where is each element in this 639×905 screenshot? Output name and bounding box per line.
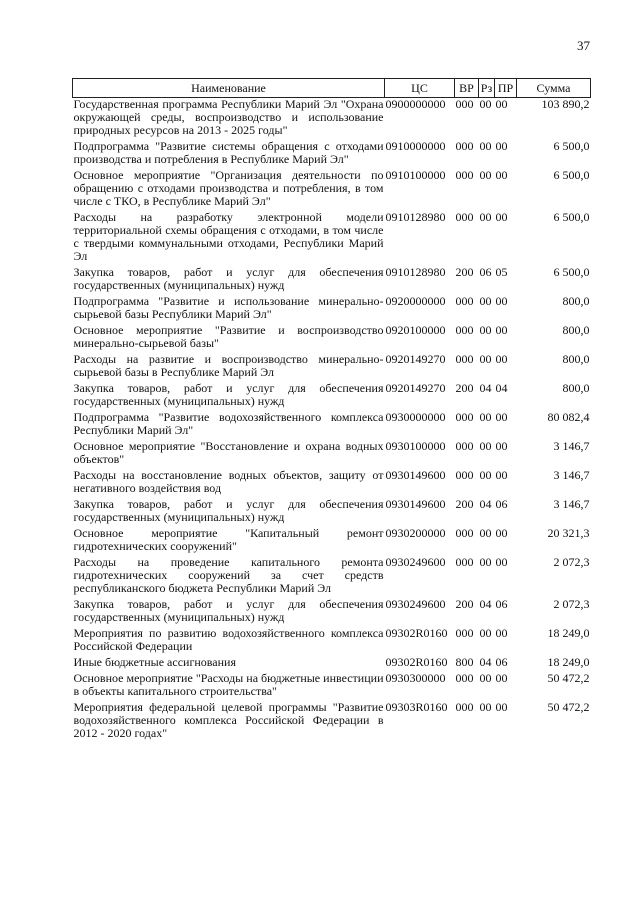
row-amount-cell: 6 500,0 xyxy=(553,265,590,279)
row-subsection-cell: 00 xyxy=(495,352,508,366)
row-target-article-cell: 09303R0160 xyxy=(385,700,448,714)
row-subsection-cell: 00 xyxy=(495,410,508,424)
row-target-article-cell: 09302R0160 xyxy=(385,626,448,640)
row-amount-cell: 103 890,2 xyxy=(541,97,590,111)
row-name-cell: Основное мероприятие "Организация деятельности по обращению с отходами производства и потребления, в том числе с ТКО, в Республике Марий Эл" xyxy=(73,168,384,208)
table-body xyxy=(73,98,591,744)
row-subsection-cell: 00 xyxy=(495,323,508,337)
row-subsection-cell: 06 xyxy=(495,597,508,611)
table-row xyxy=(73,169,591,211)
table-row xyxy=(73,672,591,701)
row-subsection-cell: 00 xyxy=(495,626,508,640)
row-target-article-cell: 0900000000 xyxy=(385,97,446,111)
table-row xyxy=(73,295,591,324)
row-subsection-cell: 00 xyxy=(495,210,508,224)
row-expense-type-cell: 000 xyxy=(455,168,474,182)
row-target-article-cell: 0920000000 xyxy=(385,294,446,308)
table-row xyxy=(73,598,591,627)
row-expense-type-cell: 000 xyxy=(455,468,474,482)
row-name-cell: Мероприятия федеральной целевой программы "Развитие водохозяйственного комплекса Российской Федерации в 2012 - 2020 годах" xyxy=(73,700,384,740)
row-amount-cell: 6 500,0 xyxy=(553,210,590,224)
table-row xyxy=(73,469,591,498)
row-expense-type-cell: 000 xyxy=(455,439,474,453)
row-target-article-cell: 0920100000 xyxy=(385,323,446,337)
row-subsection-cell: 00 xyxy=(495,97,508,111)
row-name-cell: Иные бюджетные ассигнования xyxy=(73,655,236,669)
row-name-cell: Закупка товаров, работ и услуг для обеспечения государственных (муниципальных) нужд xyxy=(73,381,384,408)
row-expense-type-cell: 000 xyxy=(455,555,474,569)
row-name-cell: Расходы на восстановление водных объектов, защиту от негативного воздействия вод xyxy=(73,468,384,495)
row-section-cell: 04 xyxy=(479,497,492,511)
table-row xyxy=(73,211,591,266)
column-header-pr: ПР xyxy=(495,79,517,98)
row-target-article-cell: 0910000000 xyxy=(385,139,446,153)
row-target-article-cell: 0920149270 xyxy=(385,352,446,366)
row-section-cell: 00 xyxy=(479,323,492,337)
row-name-cell: Основное мероприятие "Капитальный ремонт гидротехнических сооружений" xyxy=(73,526,384,553)
row-target-article-cell: 0930300000 xyxy=(385,671,446,685)
row-section-cell: 00 xyxy=(479,352,492,366)
table-header-row xyxy=(73,79,591,98)
column-header-rz: Рз xyxy=(479,79,495,98)
row-section-cell: 04 xyxy=(479,655,492,669)
row-target-article-cell: 0920149270 xyxy=(385,381,446,395)
row-target-article-cell: 0910128980 xyxy=(385,210,446,224)
row-section-cell: 00 xyxy=(479,555,492,569)
row-subsection-cell: 00 xyxy=(495,526,508,540)
row-section-cell: 00 xyxy=(479,468,492,482)
row-name-cell: Закупка товаров, работ и услуг для обеспечения государственных (муниципальных) нужд xyxy=(73,497,384,524)
row-amount-cell: 18 249,0 xyxy=(547,626,590,640)
row-subsection-cell: 00 xyxy=(495,555,508,569)
row-expense-type-cell: 000 xyxy=(455,352,474,366)
row-section-cell: 06 xyxy=(479,265,492,279)
row-name-cell: Закупка товаров, работ и услуг для обеспечения государственных (муниципальных) нужд xyxy=(73,265,384,292)
row-amount-cell: 800,0 xyxy=(562,323,590,337)
row-name-cell: Закупка товаров, работ и услуг для обеспечения государственных (муниципальных) нужд xyxy=(73,597,384,624)
row-expense-type-cell: 000 xyxy=(455,410,474,424)
table-row xyxy=(73,140,591,169)
column-header-name: Наименование xyxy=(73,79,385,98)
row-subsection-cell: 00 xyxy=(495,468,508,482)
row-amount-cell: 20 321,3 xyxy=(547,526,590,540)
row-name-cell: Расходы на проведение капитального ремонта гидротехнических сооружений за счет средств республиканского бюджета Республики Марий Эл xyxy=(73,555,384,595)
row-section-cell: 00 xyxy=(479,626,492,640)
row-amount-cell: 6 500,0 xyxy=(553,139,590,153)
row-section-cell: 04 xyxy=(479,381,492,395)
row-section-cell: 00 xyxy=(479,439,492,453)
row-section-cell: 00 xyxy=(479,526,492,540)
row-subsection-cell: 00 xyxy=(495,294,508,308)
row-name-cell: Основное мероприятие "Восстановление и охрана водных объектов" xyxy=(73,439,384,466)
row-name-cell: Подпрограмма "Развитие водохозяйственного комплекса Республики Марий Эл" xyxy=(73,410,384,437)
row-name-cell: Основное мероприятие "Развитие и воспроизводство минерально-сырьевой базы" xyxy=(73,323,384,350)
row-name-cell: Расходы на разработку электронной модели территориальной схемы обращения с отходами, в том числе с твердыми коммунальными отходами, Республики Марий Эл xyxy=(73,210,384,263)
row-target-article-cell: 0930249600 xyxy=(385,597,446,611)
row-subsection-cell: 00 xyxy=(495,139,508,153)
row-name-cell: Подпрограмма "Развитие и использование минерально-сырьевой базы Республики Марий Эл" xyxy=(73,294,384,321)
row-expense-type-cell: 000 xyxy=(455,626,474,640)
table-row xyxy=(73,627,591,656)
row-section-cell: 00 xyxy=(479,210,492,224)
page-number: 37 xyxy=(577,38,590,53)
row-subsection-cell: 00 xyxy=(495,439,508,453)
row-amount-cell: 2 072,3 xyxy=(553,555,590,569)
row-section-cell: 00 xyxy=(479,410,492,424)
row-amount-cell: 3 146,7 xyxy=(553,497,590,511)
row-name-cell: Мероприятия по развитию водохозяйственного комплекса Российской Федерации xyxy=(73,626,384,653)
row-subsection-cell: 05 xyxy=(495,265,508,279)
row-section-cell: 00 xyxy=(479,671,492,685)
row-subsection-cell: 00 xyxy=(495,671,508,685)
row-subsection-cell: 04 xyxy=(495,381,508,395)
row-amount-cell: 6 500,0 xyxy=(553,168,590,182)
table-row xyxy=(73,656,591,672)
column-header-vr: ВР xyxy=(455,79,479,98)
table-row xyxy=(73,411,591,440)
row-expense-type-cell: 000 xyxy=(455,700,474,714)
row-expense-type-cell: 200 xyxy=(455,381,474,395)
row-target-article-cell: 0930000000 xyxy=(385,410,446,424)
row-amount-cell: 3 146,7 xyxy=(553,439,590,453)
row-expense-type-cell: 000 xyxy=(455,294,474,308)
row-target-article-cell: 0910128980 xyxy=(385,265,446,279)
row-subsection-cell: 00 xyxy=(495,700,508,714)
table-row xyxy=(73,98,591,141)
table-row xyxy=(73,701,591,743)
row-amount-cell: 800,0 xyxy=(562,352,590,366)
row-expense-type-cell: 000 xyxy=(455,210,474,224)
column-header-sum: Сумма xyxy=(517,79,591,98)
row-subsection-cell: 06 xyxy=(495,497,508,511)
row-subsection-cell: 00 xyxy=(495,168,508,182)
row-name-cell: Государственная программа Республики Марий Эл "Охрана окружающей среды, воспроизводство и использование природных ресурсов на 2013 - 2025 годы" xyxy=(73,97,384,137)
row-amount-cell: 800,0 xyxy=(562,294,590,308)
row-amount-cell: 18 249,0 xyxy=(547,655,590,669)
row-target-article-cell: 0930200000 xyxy=(385,526,446,540)
row-subsection-cell: 06 xyxy=(495,655,508,669)
row-expense-type-cell: 800 xyxy=(455,655,474,669)
budget-table xyxy=(72,78,591,743)
row-expense-type-cell: 000 xyxy=(455,671,474,685)
row-section-cell: 04 xyxy=(479,597,492,611)
row-name-cell: Расходы на развитие и воспроизводство минерально-сырьевой базы в Республике Марий Эл xyxy=(73,352,384,379)
row-target-article-cell: 0930149600 xyxy=(385,497,446,511)
table-row xyxy=(73,382,591,411)
row-name-cell: Основное мероприятие "Расходы на бюджетные инвестиции в объекты капитального строительства" xyxy=(73,671,384,698)
row-expense-type-cell: 000 xyxy=(455,323,474,337)
row-section-cell: 00 xyxy=(479,139,492,153)
row-amount-cell: 800,0 xyxy=(562,381,590,395)
row-target-article-cell: 0910100000 xyxy=(385,168,446,182)
row-section-cell: 00 xyxy=(479,294,492,308)
table-row xyxy=(73,498,591,527)
table-row xyxy=(73,324,591,353)
row-expense-type-cell: 200 xyxy=(455,497,474,511)
row-expense-type-cell: 000 xyxy=(455,139,474,153)
row-target-article-cell: 0930100000 xyxy=(385,439,446,453)
row-expense-type-cell: 200 xyxy=(455,597,474,611)
row-target-article-cell: 0930149600 xyxy=(385,468,446,482)
row-expense-type-cell: 200 xyxy=(455,265,474,279)
table-row xyxy=(73,556,591,598)
row-section-cell: 00 xyxy=(479,168,492,182)
row-section-cell: 00 xyxy=(479,97,492,111)
row-expense-type-cell: 000 xyxy=(455,97,474,111)
row-target-article-cell: 09302R0160 xyxy=(385,655,448,669)
row-expense-type-cell: 000 xyxy=(455,526,474,540)
row-amount-cell: 3 146,7 xyxy=(553,468,590,482)
table-row xyxy=(73,527,591,556)
table-row xyxy=(73,266,591,295)
row-target-article-cell: 0930249600 xyxy=(385,555,446,569)
column-header-cs: ЦС xyxy=(385,79,455,98)
row-amount-cell: 50 472,2 xyxy=(547,671,590,685)
row-name-cell: Подпрограмма "Развитие системы обращения с отходами производства и потребления в Республике Марий Эл" xyxy=(73,139,384,166)
table-row xyxy=(73,440,591,469)
row-amount-cell: 2 072,3 xyxy=(553,597,590,611)
row-amount-cell: 50 472,2 xyxy=(547,700,590,714)
row-amount-cell: 80 082,4 xyxy=(547,410,590,424)
table-row xyxy=(73,353,591,382)
row-section-cell: 00 xyxy=(479,700,492,714)
